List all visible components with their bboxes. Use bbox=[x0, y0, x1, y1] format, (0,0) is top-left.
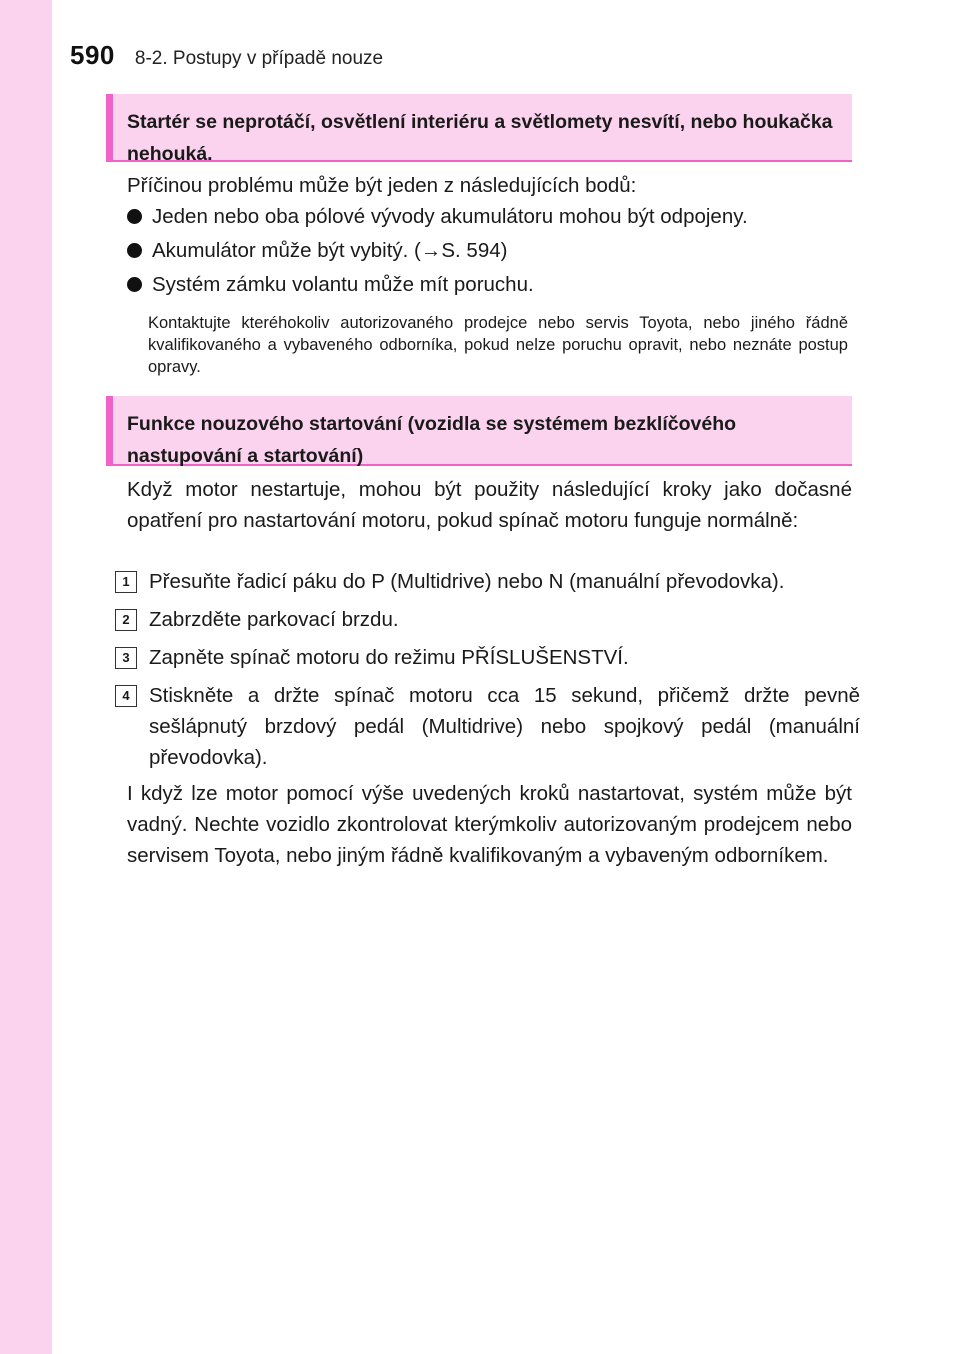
step-number: 3 bbox=[115, 647, 137, 669]
step-number: 1 bbox=[115, 571, 137, 593]
list-item-text: Systém zámku volantu může mít poruchu. bbox=[152, 273, 534, 296]
step-item bbox=[115, 604, 860, 635]
section-heading-emergency-start: Funkce nouzového startování (vozidla se systémem bezklíčového nastupování a startování) bbox=[106, 396, 852, 466]
step-number: 2 bbox=[115, 609, 137, 631]
chapter-title: 8-2. Postupy v případě nouze bbox=[134, 48, 384, 69]
step-text: Stiskněte a držte spínač motoru cca 15 sekund, přičemž držte pevně sešlápnutý brzdový pedál (Multidrive) nebo spojkový pedál (manuální převodovka). bbox=[149, 684, 860, 769]
step-text: Zapněte spínač motoru do režimu PŘÍSLUŠENSTVÍ. bbox=[149, 646, 629, 669]
service-note: Kontaktujte kteréhokoliv autorizovaného prodejce nebo servis Toyota, nebo jiného řádně kvalifikovaného a vybaveného odborníka, pokud nelze poruchu opravit, nebo neznáte postup opravy. bbox=[148, 314, 848, 376]
step-item bbox=[115, 680, 860, 773]
bullet-icon bbox=[127, 243, 142, 258]
bullet-icon bbox=[127, 209, 142, 224]
step-number: 4 bbox=[115, 685, 137, 707]
step-list bbox=[115, 566, 860, 780]
list-item bbox=[127, 239, 852, 273]
list-item-text: Jeden nebo oba pólové vývody akumulátoru mohou být odpojeny. bbox=[152, 205, 748, 228]
closing-paragraph: I když lze motor pomocí výše uvedených kroků nastartovat, systém může být vadný. Nechte vozidlo zkontrolovat kterýmkoliv autorizovaným prodejcem nebo servisem Toyota, nebo jiným řádně kvalifikovaným a vybaveným odborníkem. bbox=[127, 782, 852, 867]
cause-list bbox=[127, 205, 852, 307]
section-intro: Když motor nestartuje, mohou být použity následující kroky jako dočasné opatření pro nastartování motoru, pokud spínač motoru funguje normálně: bbox=[127, 478, 852, 532]
step-text: Přesuňte řadicí páku do P (Multidrive) nebo N (manuální převodovka). bbox=[149, 570, 785, 593]
page-number: 590 bbox=[70, 40, 115, 70]
section-heading-starter: Startér se neprotáčí, osvětlení interiéru a světlomety nesvítí, nebo houkačka nehouká. bbox=[106, 94, 852, 162]
page-header bbox=[70, 40, 383, 71]
list-item bbox=[127, 205, 852, 239]
step-item bbox=[115, 566, 860, 597]
bullet-icon bbox=[127, 277, 142, 292]
page-edge-band bbox=[0, 0, 52, 1354]
list-item bbox=[127, 273, 852, 307]
step-text: Zabrzděte parkovací brzdu. bbox=[149, 608, 399, 631]
step-item bbox=[115, 642, 860, 673]
section-intro: Příčinou problému může být jeden z následujících bodů: bbox=[127, 174, 637, 197]
list-item-text: Akumulátor může být vybitý. (→S. 594) bbox=[152, 239, 508, 262]
